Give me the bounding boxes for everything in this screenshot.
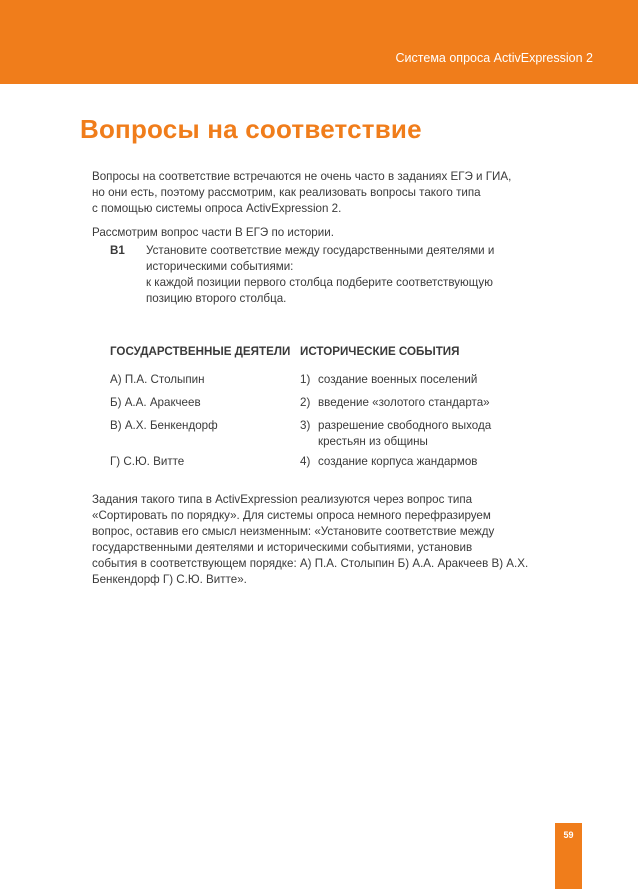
outro-line: Задания такого типа в ActivExpression реализуются через вопрос типа [92, 493, 473, 506]
table-cell-event [300, 454, 477, 470]
event-text: крестьян из общины [318, 435, 428, 448]
intro-paragraph [92, 169, 511, 217]
task-line: позицию второго столбца. [146, 292, 287, 305]
outro-line: вопрос, оставив его смысл неизменным: «Установите соответствие между [92, 525, 495, 538]
table-cell-figure: А) П.А. Столыпин [110, 373, 205, 386]
event-number: 2) [300, 396, 311, 409]
intro-line: Вопросы на соответствие встречаются не очень часто в заданиях ЕГЭ и ГИА, [92, 170, 512, 183]
task-number: В1 [110, 244, 125, 257]
task-line: Установите соответствие между государственными деятелями и [146, 244, 495, 257]
intro-line: но они есть, поэтому рассмотрим, как реализовать вопросы такого типа [92, 186, 481, 199]
outro-line: государственными деятелями и историческими событиями, установив [92, 541, 473, 554]
event-text: введение «золотого стандарта» [318, 396, 490, 409]
page-number: 59 [563, 830, 574, 840]
event-number: 4) [300, 455, 311, 468]
table-cell-event [300, 395, 490, 411]
task-line: историческими событиями: [146, 260, 294, 273]
table-cell-event [300, 372, 477, 388]
header-title: Система опроса ActivExpression 2 [395, 51, 593, 65]
lead-paragraph: Рассмотрим вопрос части В ЕГЭ по истории. [92, 226, 334, 239]
intro-line: с помощью системы опроса ActivExpression 2. [92, 202, 342, 215]
task-line: к каждой позиции первого столбца подберите соответствующую [146, 276, 493, 289]
event-text: разрешение свободного выхода [318, 419, 492, 432]
outro-line: Бенкендорф Г) С.Ю. Витте». [92, 573, 247, 586]
event-text: создание военных поселений [318, 373, 478, 386]
table-header-events: ИСТОРИЧЕСКИЕ СОБЫТИЯ [300, 345, 460, 358]
outro-line: «Сортировать по порядку». Для системы опроса немного перефразируем [92, 509, 491, 522]
table-cell-figure: В) А.Х. Бенкендорф [110, 419, 218, 432]
outro-paragraph [92, 492, 528, 588]
header-band [0, 0, 638, 84]
event-text: создание корпуса жандармов [318, 455, 478, 468]
task-block [110, 243, 494, 307]
outro-line: события в соответствующем порядке: А) П.А. Столыпин Б) А.А. Аракчеев В) А.Х. [92, 557, 529, 570]
header-divider [0, 84, 638, 86]
table-cell-event [300, 418, 491, 450]
event-number: 1) [300, 373, 311, 386]
page-title: Вопросы на соответствие [80, 114, 422, 144]
table-header-figures: ГОСУДАРСТВЕННЫЕ ДЕЯТЕЛИ [110, 345, 291, 358]
table-cell-figure: Б) А.А. Аракчеев [110, 396, 201, 409]
table-cell-figure: Г) С.Ю. Витте [110, 455, 185, 468]
event-number: 3) [300, 419, 311, 432]
